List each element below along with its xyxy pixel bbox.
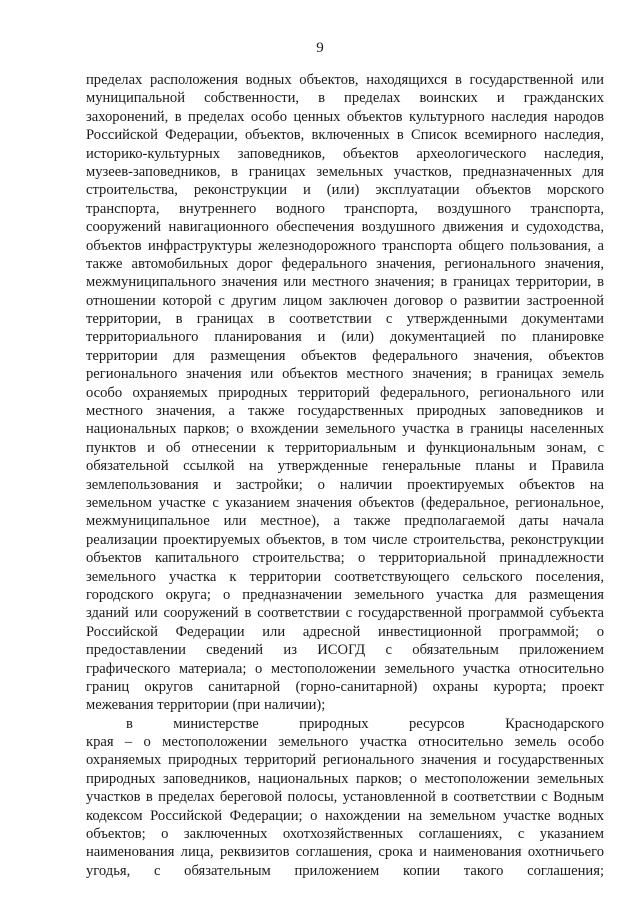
text-line: угодья, с обязательным приложением копии такого соглашения; — [86, 862, 604, 879]
paragraph-2 — [86, 715, 604, 881]
text-line: объектов капитального строительства; о территориальной принадлежности — [86, 550, 604, 567]
text-line: особо охраняемых природных территорий федерального, регионального или — [86, 384, 604, 401]
text-line: транспорта, внутреннего водного транспорта, воздушного транспорта, — [86, 200, 604, 217]
text-line: территории для размещения объектов федерального значения, объектов — [86, 347, 604, 364]
text-line: межмуниципальное или местное), а также предполагаемой даты начала — [86, 513, 604, 530]
text-line: Российской Федерации или адресной инвестиционной программой; о — [86, 623, 604, 640]
text-line: межевания территории (при наличии); — [86, 697, 326, 714]
text-line: участков в пределах береговой полосы, установленной в соответствии с Водным — [86, 789, 604, 806]
text-line: пунктов и об отнесении к территориальным и функциональным зонам, с — [86, 439, 604, 456]
text-line: зданий или сооружений в соответствии с государственной программой субъекта — [86, 605, 604, 622]
text-line: землепользования и застройки; о наличии проектируемых объектов на — [86, 476, 604, 493]
text-line: реализации проектируемых объектов, в том числе строительства, реконструкции — [86, 531, 604, 548]
page-number: 9 — [316, 40, 324, 56]
text-line: музеев-заповедников, в границах земельных участков, предназначенных для — [86, 163, 604, 180]
text-line: регионального значения или объектов местного значения; в границах земель — [86, 366, 604, 383]
text-line: в министерстве природных ресурсов Краснодарского — [126, 715, 604, 732]
text-line: графического материала; о местоположении земельного участка относительно — [86, 660, 604, 677]
text-line: земельном участке с указанием значения объектов (федеральное, региональное, — [86, 494, 604, 511]
text-line: охраняемых природных территорий регионального значения и государственных — [86, 752, 604, 769]
text-line: муниципальной собственности, в пределах воинских и гражданских — [86, 90, 604, 107]
text-line: территориального планирования и (или) документацией по планировке — [86, 329, 604, 346]
text-line: городского округа; о предназначении земельного участка для размещения — [86, 586, 604, 603]
paragraph-1 — [86, 71, 604, 715]
text-line: Российской Федерации, объектов, включенных в Список всемирного наследия, — [86, 127, 604, 144]
text-line: предоставлении сведений из ИСОГД с обязательным приложением — [86, 642, 604, 659]
text-line: кодексом Российской Федерации; о нахождении на земельном участке водных — [86, 807, 604, 824]
text-line: захоронений, в пределах особо ценных объектов культурного наследия народов — [86, 108, 604, 125]
text-line: территории, в границах в соответствии с утвержденными документами — [86, 311, 604, 328]
body-text — [86, 71, 604, 880]
text-line: земельного участка к территории соответствующего сельского поселения, — [86, 568, 604, 585]
text-line: также автомобильных дорог федерального значения, регионального значения, — [86, 255, 604, 272]
text-line: границ округов санитарной (горно-санитарной) охраны курорта; проект — [86, 678, 604, 695]
text-line: историко-культурных заповедников, объектов археологического наследия, — [86, 145, 604, 162]
text-line: сооружений навигационного обеспечения воздушного движения и судоходства, — [86, 219, 604, 236]
text-line: края – о местоположении земельного участка относительно земель особо — [86, 734, 604, 751]
text-line: местного значения, а также государственных природных заповедников и — [86, 403, 604, 420]
text-line: национальных парков; о вхождении земельного участка в границы населенных — [86, 421, 604, 438]
text-line: отношении которой с другим лицом заключен договор о развитии застроенной — [86, 292, 604, 309]
text-line: объектов инфраструктуры железнодорожного транспорта общего пользования, а — [86, 237, 604, 254]
text-line: наименования лица, реквизитов соглашения, срока и наименования охотничьего — [86, 844, 604, 861]
text-line: строительства, реконструкции и (или) эксплуатации объектов морского — [86, 182, 604, 199]
text-line: обязательной ссылкой на утвержденные генеральные планы и Правила — [86, 458, 604, 475]
text-line: межмуниципального значения или местного значения; в границах территории, в — [86, 274, 604, 291]
text-line: природных заповедников, национальных парков; о местоположении земельных — [86, 770, 604, 787]
text-line: пределах расположения водных объектов, находящихся в государственной или — [86, 72, 604, 88]
text-line: объектов; о заключенных охотхозяйственных соглашениях, с указанием — [86, 826, 604, 843]
